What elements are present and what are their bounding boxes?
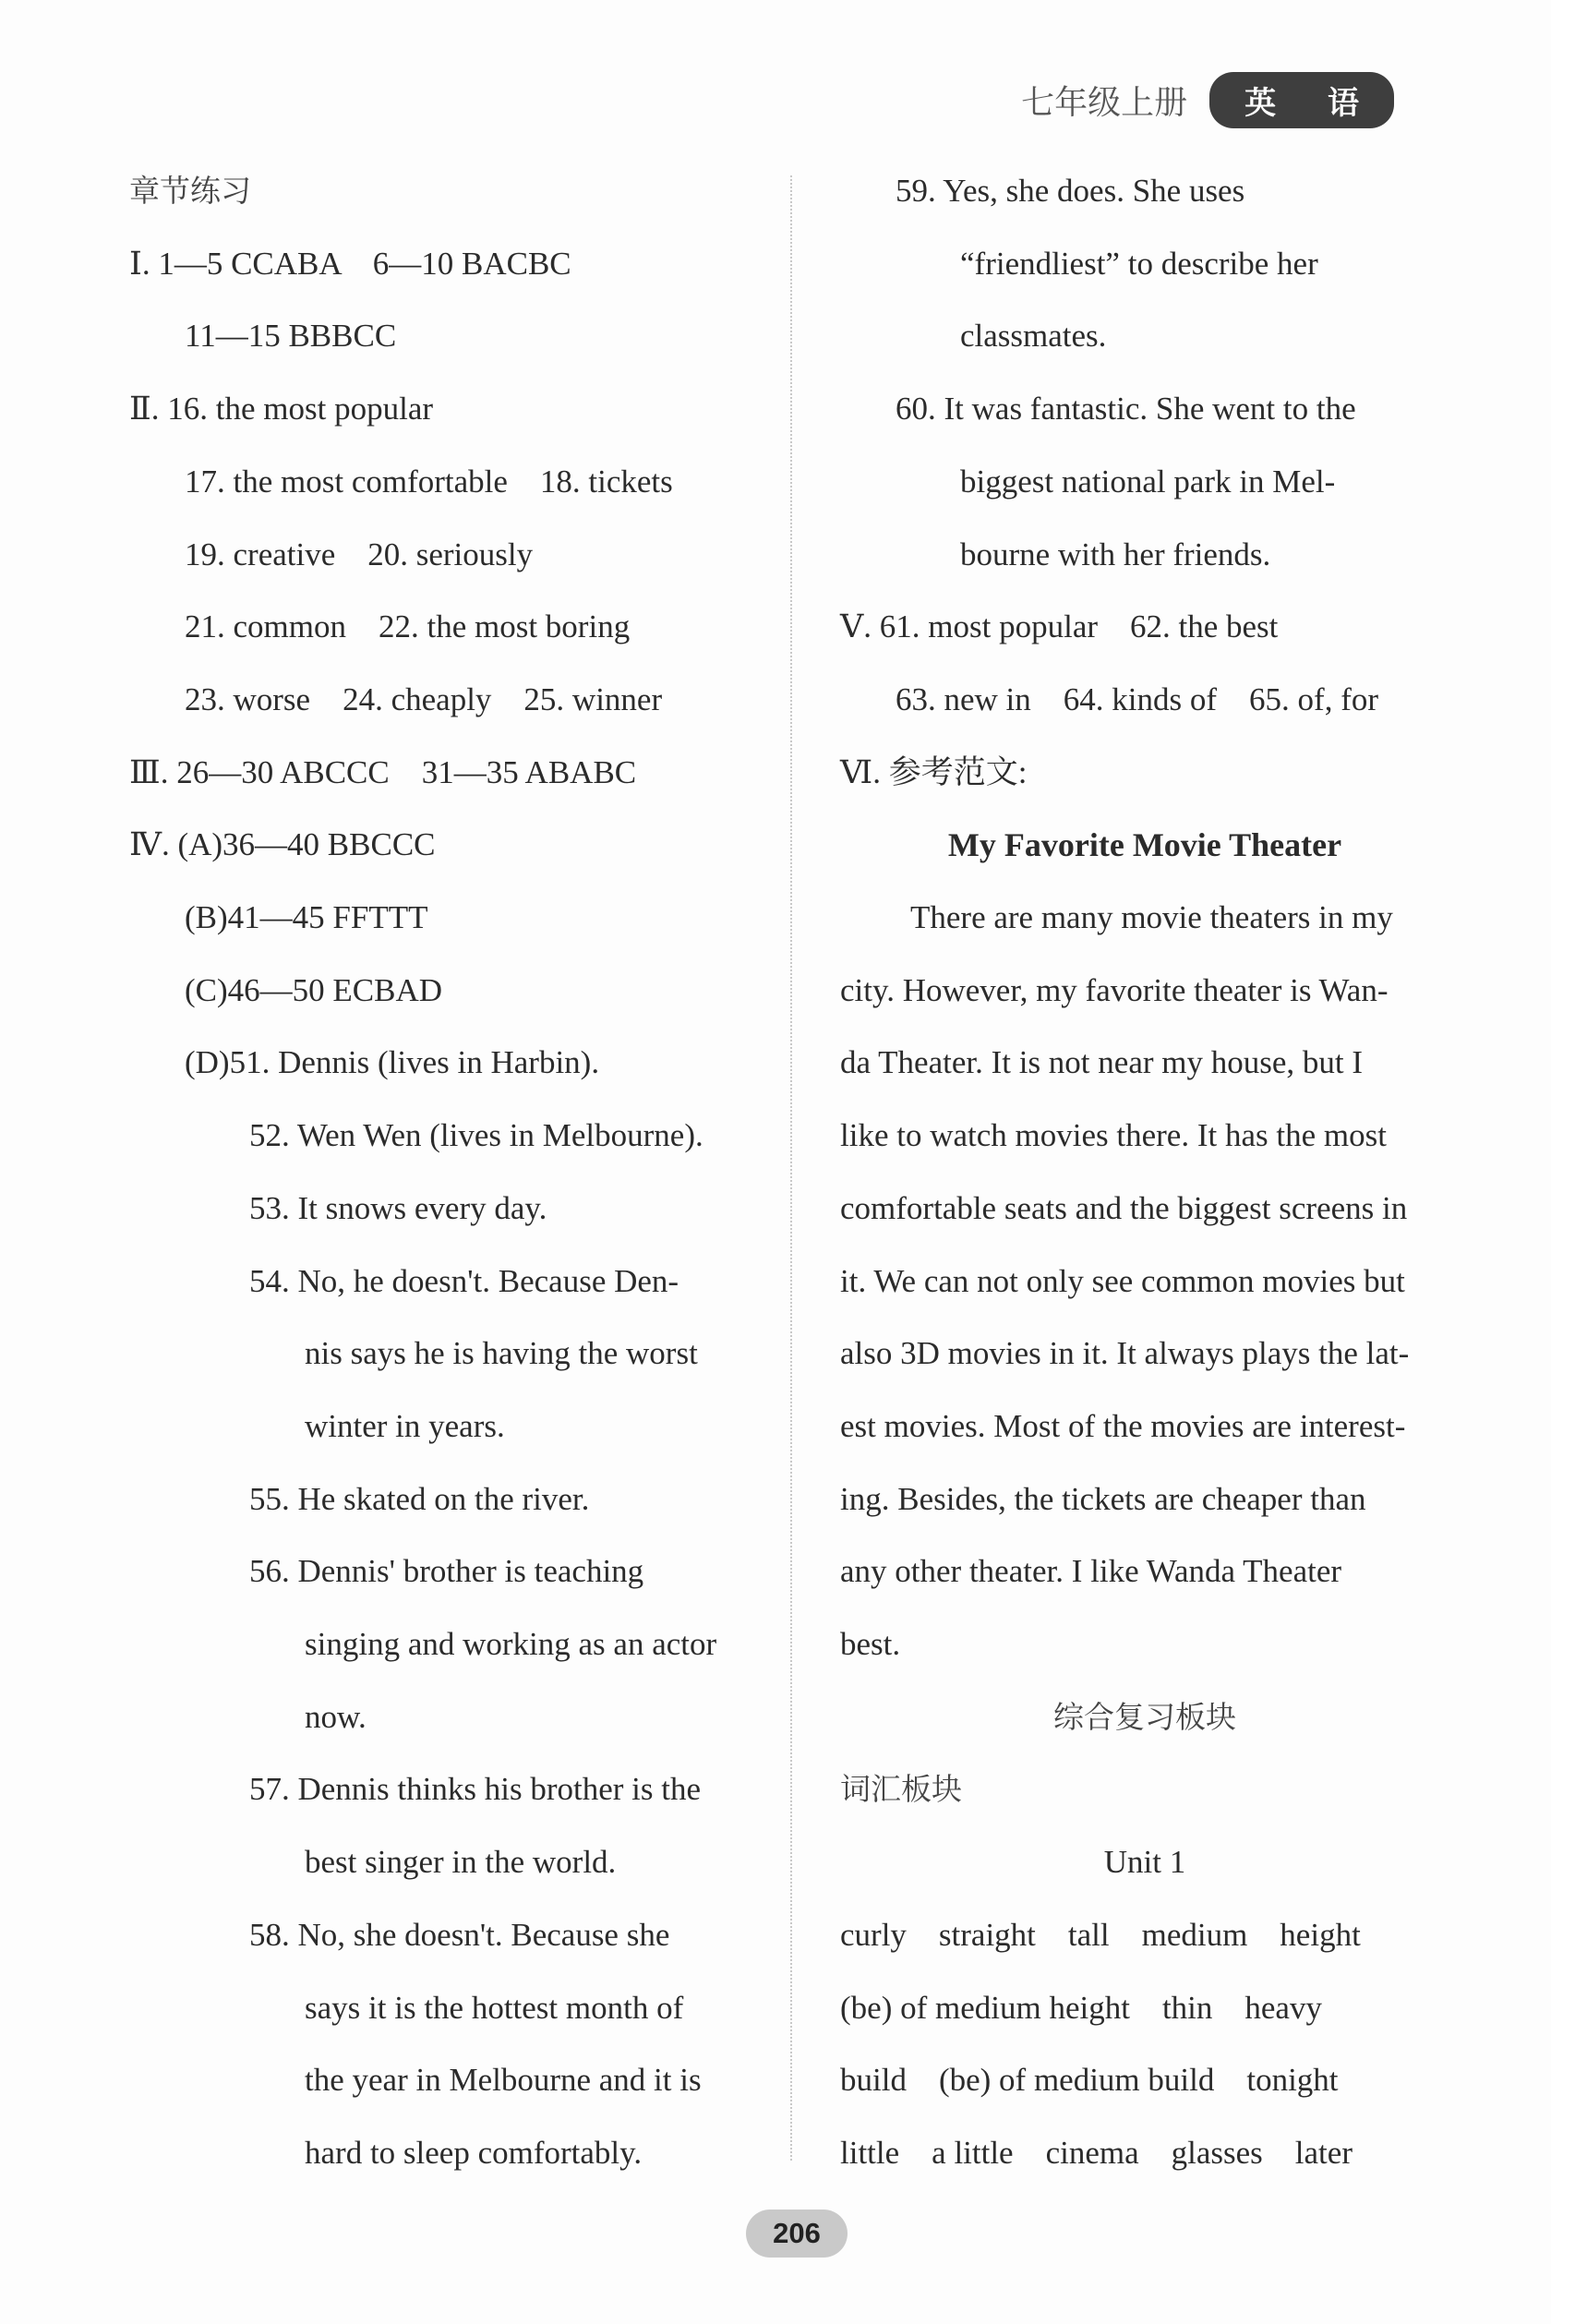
answer-line: 63. new in 64. kinds of 65. of, for [896, 680, 1379, 717]
answer-line: 59. Yes, she does. She uses [896, 173, 1245, 209]
answer-line: 54. No, he doesn't. Because Den- [249, 1262, 679, 1299]
section-title: 章节练习 [129, 173, 251, 209]
review-heading: 综合复习板块 [1053, 1698, 1236, 1735]
essay-line: comfortable seats and the biggest screens in [840, 1189, 1408, 1226]
answer-line: 55. He skated on the river. [249, 1480, 590, 1517]
answer-line: bourne with her friends. [960, 536, 1271, 572]
answer-line: winter in years. [305, 1407, 505, 1444]
essay-line: est movies. Most of the movies are interest- [840, 1407, 1406, 1444]
left-column [129, 155, 748, 2190]
essay-line: city. However, my favorite theater is Wan- [840, 971, 1389, 1008]
answer-line: Ⅲ. 26—30 ABCCC 31—35 ABABC [129, 753, 637, 790]
essay-line: like to watch movies there. It has the most [840, 1117, 1387, 1154]
answer-line: Ⅱ. 16. the most popular [129, 391, 434, 427]
answer-line: 23. worse 24. cheaply 25. winner [185, 680, 663, 717]
page-number: 206 [746, 2210, 848, 2258]
answer-line: (B)41—45 FFTTT [185, 899, 428, 936]
answer-line: biggest national park in Mel- [960, 463, 1336, 500]
answer-line: the year in Melbourne and it is [305, 2062, 702, 2099]
answer-line: (D)51. Dennis (lives in Harbin). [185, 1044, 600, 1081]
page-header [1021, 72, 1394, 128]
answer-line: 17. the most comfortable 18. tickets [185, 463, 673, 500]
answer-line: 19. creative 20. seriously [185, 536, 534, 572]
right-column [840, 155, 1449, 2190]
column-divider [790, 175, 792, 2161]
answer-line: nis says he is having the worst [305, 1335, 698, 1372]
answer-line: says it is the hottest month of [305, 1989, 684, 2026]
answer-line: now. [305, 1698, 367, 1735]
answer-line: 53. It snows every day. [249, 1189, 547, 1226]
answer-line: Ⅰ. 1—5 CCABA 6—10 BACBC [129, 245, 571, 282]
unit-title: Unit 1 [1103, 1844, 1186, 1881]
essay-line: it. We can not only see common movies but [840, 1262, 1405, 1299]
answer-line: 58. No, she doesn't. Because she [249, 1916, 670, 1953]
answer-line: 60. It was fantastic. She went to the [896, 391, 1356, 427]
answer-line: singing and working as an actor [305, 1626, 717, 1663]
answer-line: classmates. [960, 318, 1107, 355]
answer-line: 52. Wen Wen (lives in Melbourne). [249, 1117, 703, 1154]
essay-line: best. [840, 1626, 901, 1663]
answer-line: 57. Dennis thinks his brother is the [249, 1771, 701, 1808]
vocab-line: little a little cinema glasses later [840, 2134, 1353, 2171]
essay-title: My Favorite Movie Theater [947, 826, 1342, 864]
subject-badge: 英 语 [1209, 72, 1394, 128]
answer-line: Ⅵ. 参考范文: [840, 753, 1028, 790]
essay-line: ing. Besides, the tickets are cheaper than [840, 1480, 1366, 1517]
answer-line: 11—15 BBBCC [185, 318, 397, 355]
answer-line: (C)46—50 ECBAD [185, 971, 443, 1008]
answer-line: 56. Dennis' brother is teaching [249, 1553, 644, 1590]
answer-line: best singer in the world. [305, 1844, 617, 1881]
vocab-line: build (be) of medium build tonight [840, 2062, 1339, 2099]
vocab-line: curly straight tall medium height [840, 1916, 1361, 1953]
grade-label: 七年级上册 [1021, 84, 1188, 121]
vocab-line: (be) of medium height thin heavy [840, 1989, 1322, 2026]
answer-line: Ⅳ. (A)36—40 BBCCC [129, 826, 436, 863]
answer-line: hard to sleep comfortably. [305, 2134, 643, 2171]
essay-line: also 3D movies in it. It always plays the lat- [840, 1335, 1410, 1372]
essay-line: any other theater. I like Wanda Theater [840, 1553, 1342, 1590]
answer-line: “friendliest” to describe her [960, 245, 1318, 282]
essay-line: There are many movie theaters in my [910, 899, 1393, 936]
answer-line: Ⅴ. 61. most popular 62. the best [840, 608, 1279, 645]
answer-line: 21. common 22. the most boring [185, 608, 631, 645]
essay-line: da Theater. It is not near my house, but I [840, 1044, 1364, 1081]
vocab-heading: 词汇板块 [840, 1771, 962, 1808]
